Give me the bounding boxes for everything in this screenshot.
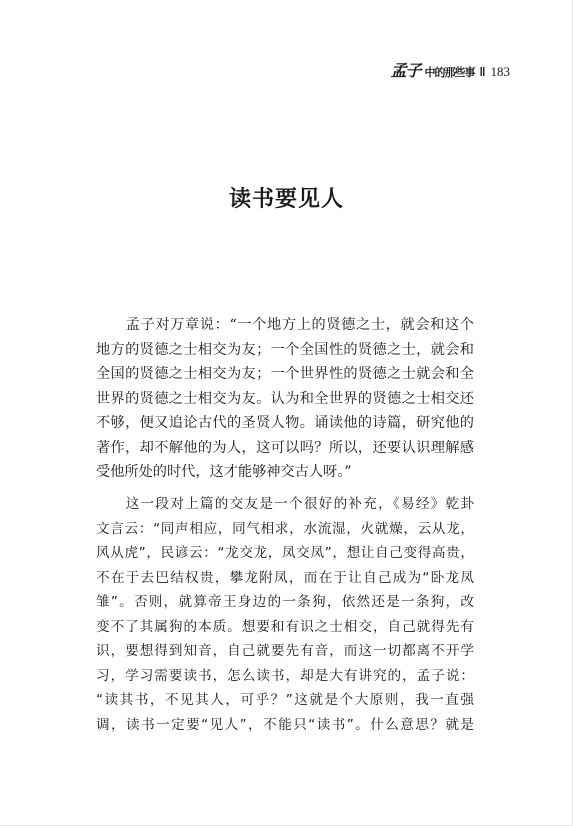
text-line: 地方的贤德之士相交为友；一个全国性的贤德之士，就会和: [96, 341, 474, 358]
text-line: 雏”。否则，就算帝王身边的一条狗，依然还是一条狗，改: [96, 594, 474, 610]
text-line: 孟子对万章说：“一个地方上的贤德之士，就会和这个: [96, 317, 474, 333]
text-line: 文言云：“同声相应，同气相求，水流湿，火就燥，云从龙，: [96, 520, 474, 537]
page-number: 183: [490, 64, 510, 79]
text-line: 不在于去巴结权贵，攀龙附凤，而在于让自己成为“卧龙凤: [96, 569, 474, 586]
paragraph-1: [96, 313, 474, 485]
text-line: 受他所处的时代，这才能够神交古人呀。”: [96, 464, 352, 480]
text-line: 世界的贤德之士相交为友。认为和全世界的贤德之士相交还: [96, 390, 474, 407]
book-title-sub: 中的那些事: [424, 66, 475, 79]
text-line: 全国的贤德之士相交为友；一个世界性的贤德之士就会和全: [96, 366, 474, 382]
text-line: “读其书，不见其人，可乎？”这就是个大原则，我一直强: [96, 692, 474, 708]
chapter-title: 读书要见人: [228, 187, 344, 212]
book-title-main: 孟子: [390, 61, 421, 80]
text-line: 识，要想得到知音，自己就要先有音，而这一切都离不开学: [96, 643, 474, 659]
text-line: 习，学习需要读书，怎么读书，却是大有讲究的，孟子说：: [96, 667, 474, 684]
text-line: 著作，却不解他的为人，这可以吗？所以，还要认识理解感: [96, 439, 474, 456]
running-header: [391, 58, 511, 81]
text-line: 变不了其属狗的本质。想要和有识之士相交，自己就得先有: [96, 618, 474, 635]
text-line: 不够，便又追论古代的圣贤人物。诵读他的诗篇，研究他的: [96, 415, 474, 431]
text-line: 调，读书一定要“见人”，不能只“读书”。什么意思？就是: [96, 716, 474, 733]
text-line: 风从虎”，民谚云：“龙交龙，凤交凤”，想让自己变得高贵，: [96, 545, 474, 561]
text-line: 这一段对上篇的交友是一个很好的补充，《易经》乾卦: [96, 496, 474, 512]
paragraph-2: [96, 492, 474, 737]
header-separator: ‖: [479, 65, 486, 79]
